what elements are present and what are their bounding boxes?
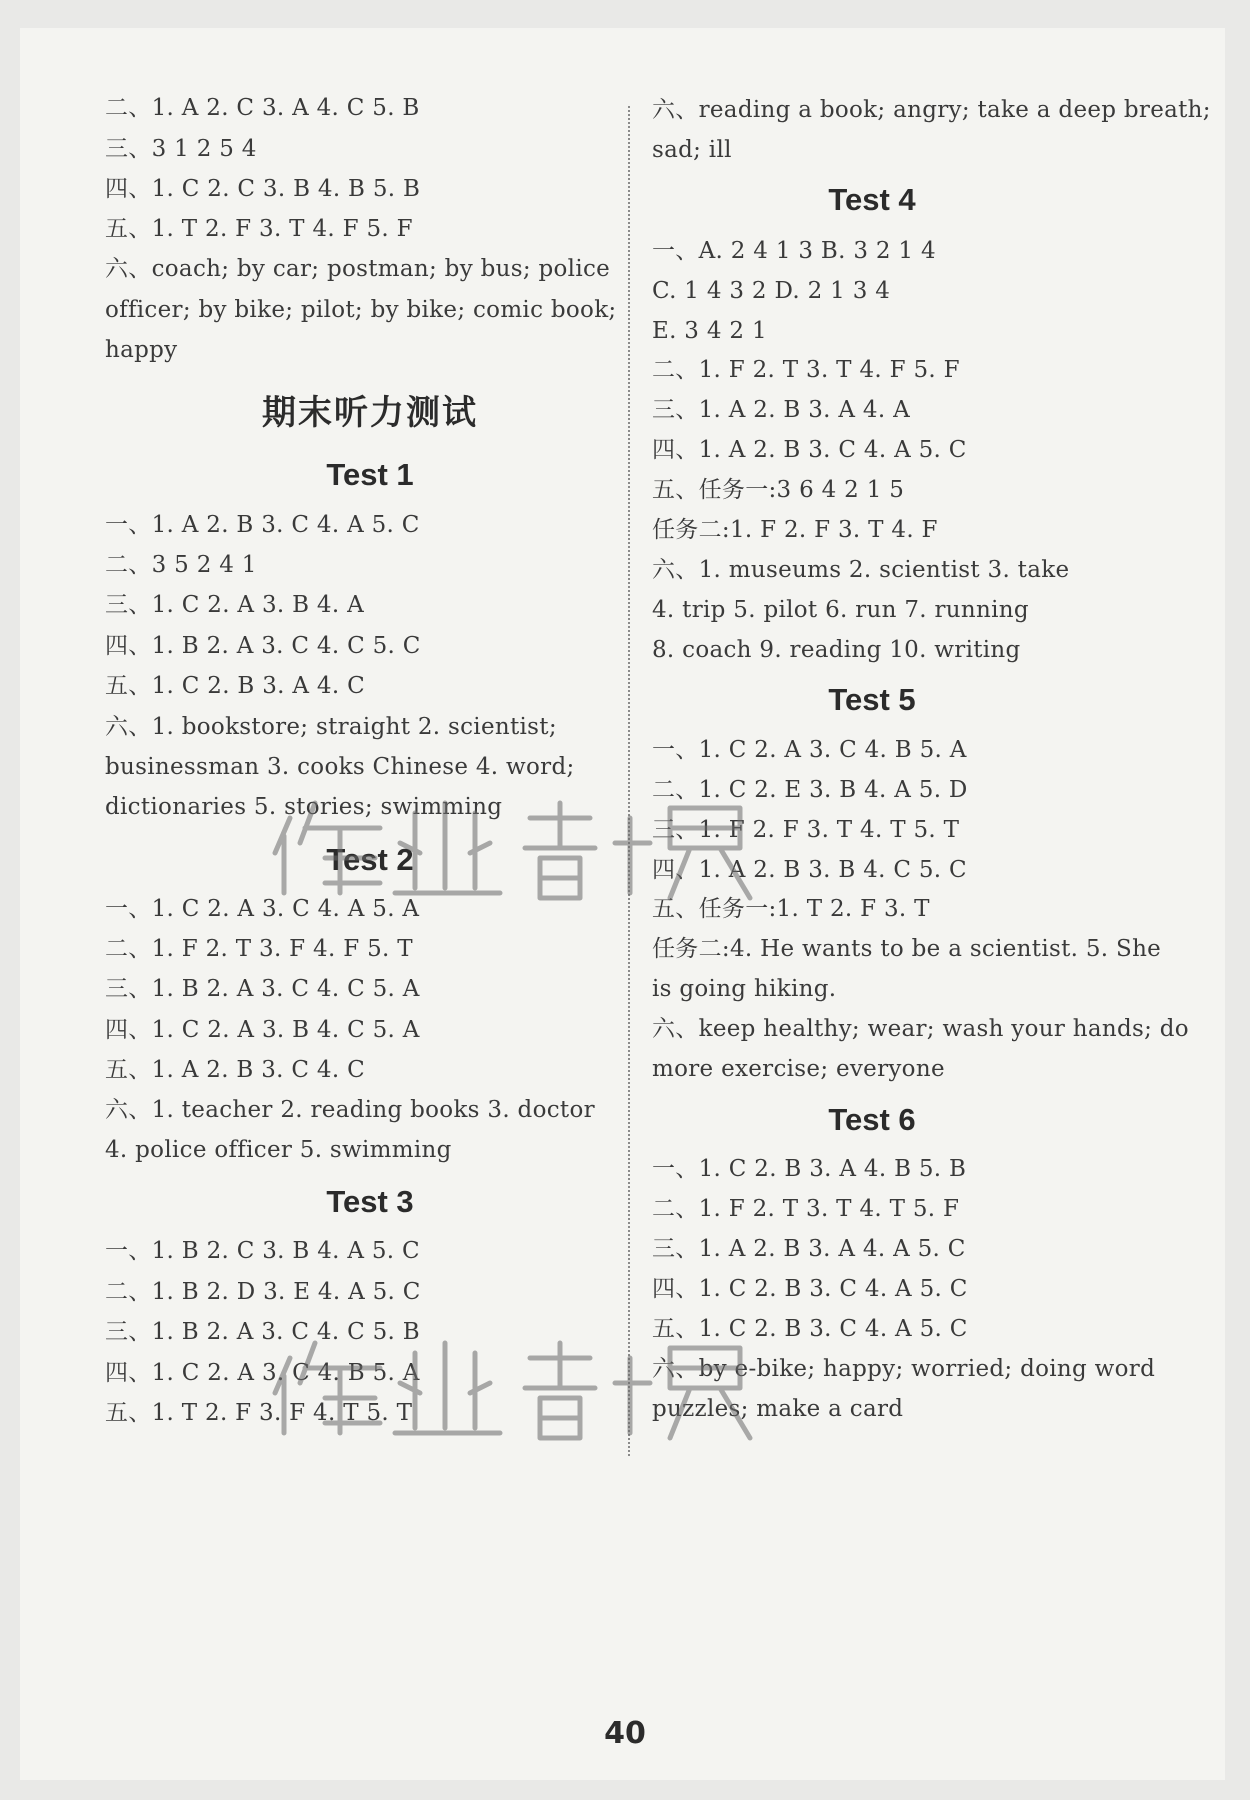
answer-line: 一、1. B 2. C 3. B 4. A 5. C xyxy=(105,1238,420,1264)
answer-line: 三、1. B 2. A 3. C 4. C 5. A xyxy=(105,976,420,1002)
answer-line: 六、1. museums 2. scientist 3. take xyxy=(652,557,1070,583)
answer-line: 四、1. C 2. C 3. B 4. B 5. B xyxy=(105,176,421,202)
answer-line: 六、reading a book; angry; take a deep breath; xyxy=(652,97,1211,123)
answer-line: 三、1. F 2. F 3. T 4. T 5. T xyxy=(652,817,960,843)
answer-line: 一、1. A 2. B 3. C 4. A 5. C xyxy=(105,512,420,538)
answer-line: 一、1. C 2. A 3. C 4. B 5. A xyxy=(652,737,967,763)
answer-line: 任务二:4. He wants to be a scientist. 5. She xyxy=(652,936,1162,962)
answer-line: sad; ill xyxy=(652,137,732,163)
answer-line: 一、A. 2 4 1 3 B. 3 2 1 4 xyxy=(652,238,936,264)
answer-line: 二、1. F 2. T 3. T 4. T 5. F xyxy=(652,1196,960,1222)
answer-line: 四、1. C 2. A 3. B 4. C 5. A xyxy=(105,1017,420,1043)
answer-line: 四、1. C 2. B 3. C 4. A 5. C xyxy=(652,1276,968,1302)
answer-line: 三、1. C 2. A 3. B 4. A xyxy=(105,592,364,618)
answer-line: 一、1. C 2. A 3. C 4. A 5. A xyxy=(105,896,420,922)
answer-line: 三、3 1 2 5 4 xyxy=(105,136,257,162)
answer-line: 二、1. F 2. T 3. T 4. F 5. F xyxy=(652,357,960,383)
answer-line: 五、任务一:1. T 2. F 3. T xyxy=(652,896,930,922)
answer-line: happy xyxy=(105,337,178,363)
answer-line: 四、1. A 2. B 3. B 4. C 5. C xyxy=(652,857,967,883)
answer-line: puzzles; make a card xyxy=(652,1396,904,1422)
answer-line: 4. police officer 5. swimming xyxy=(105,1137,452,1163)
answer-line: more exercise; everyone xyxy=(652,1056,945,1082)
test-4-title: Test 4 xyxy=(828,182,916,217)
answer-line: 四、1. C 2. A 3. C 4. B 5. A xyxy=(105,1360,420,1386)
section-title: 期末听力测试 xyxy=(262,394,478,432)
column-divider xyxy=(628,106,630,1456)
answer-line: 二、1. F 2. T 3. F 4. F 5. T xyxy=(105,936,413,962)
answer-line: 二、1. A 2. C 3. A 4. C 5. B xyxy=(105,95,420,121)
answer-line: 三、1. A 2. B 3. A 4. A 5. C xyxy=(652,1236,966,1262)
test-6-title: Test 6 xyxy=(828,1102,916,1137)
answer-line: 三、1. B 2. A 3. C 4. C 5. B xyxy=(105,1319,420,1345)
answer-line: 4. trip 5. pilot 6. run 7. running xyxy=(652,597,1029,623)
answer-page xyxy=(20,28,1225,1780)
answer-line: 8. coach 9. reading 10. writing xyxy=(652,637,1021,663)
answer-line: E. 3 4 2 1 xyxy=(652,318,767,344)
answer-line: 六、1. bookstore; straight 2. scientist; xyxy=(105,714,557,740)
test-2-title: Test 2 xyxy=(326,842,414,877)
answer-line: 三、1. A 2. B 3. A 4. A xyxy=(652,397,910,423)
answer-line: 六、keep healthy; wear; wash your hands; do xyxy=(652,1016,1189,1042)
test-1-title: Test 1 xyxy=(326,457,414,492)
test-5-title: Test 5 xyxy=(828,682,916,717)
answer-line: 四、1. A 2. B 3. C 4. A 5. C xyxy=(652,437,967,463)
answer-line: 五、1. C 2. B 3. C 4. A 5. C xyxy=(652,1316,968,1342)
page-number: 40 xyxy=(604,1716,646,1751)
answer-line: 六、coach; by car; postman; by bus; police xyxy=(105,256,611,282)
answer-line: 一、1. C 2. B 3. A 4. B 5. B xyxy=(652,1156,967,1182)
answer-line: 六、1. teacher 2. reading books 3. doctor xyxy=(105,1097,595,1123)
answer-line: 六、by e-bike; happy; worried; doing word xyxy=(652,1356,1156,1382)
answer-line: 五、1. C 2. B 3. A 4. C xyxy=(105,673,365,699)
answer-line: C. 1 4 3 2 D. 2 1 3 4 xyxy=(652,278,891,304)
answer-line: 五、1. T 2. F 3. F 4. T 5. T xyxy=(105,1400,413,1426)
answer-line: 二、1. C 2. E 3. B 4. A 5. D xyxy=(652,777,968,803)
answer-line: 四、1. B 2. A 3. C 4. C 5. C xyxy=(105,633,421,659)
answer-line: dictionaries 5. stories; swimming xyxy=(105,794,503,820)
answer-line: 任务二:1. F 2. F 3. T 4. F xyxy=(652,517,938,543)
test-3-title: Test 3 xyxy=(326,1184,414,1219)
answer-line: officer; by bike; pilot; by bike; comic book; xyxy=(105,297,617,323)
answer-line: 五、任务一:3 6 4 2 1 5 xyxy=(652,477,905,503)
answer-line: 五、1. T 2. F 3. T 4. F 5. F xyxy=(105,216,413,242)
answer-line: 二、3 5 2 4 1 xyxy=(105,552,257,578)
answer-line: is going hiking. xyxy=(652,976,837,1002)
answer-line: 二、1. B 2. D 3. E 4. A 5. C xyxy=(105,1279,421,1305)
answer-line: 五、1. A 2. B 3. C 4. C xyxy=(105,1057,365,1083)
answer-line: businessman 3. cooks Chinese 4. word; xyxy=(105,754,575,780)
